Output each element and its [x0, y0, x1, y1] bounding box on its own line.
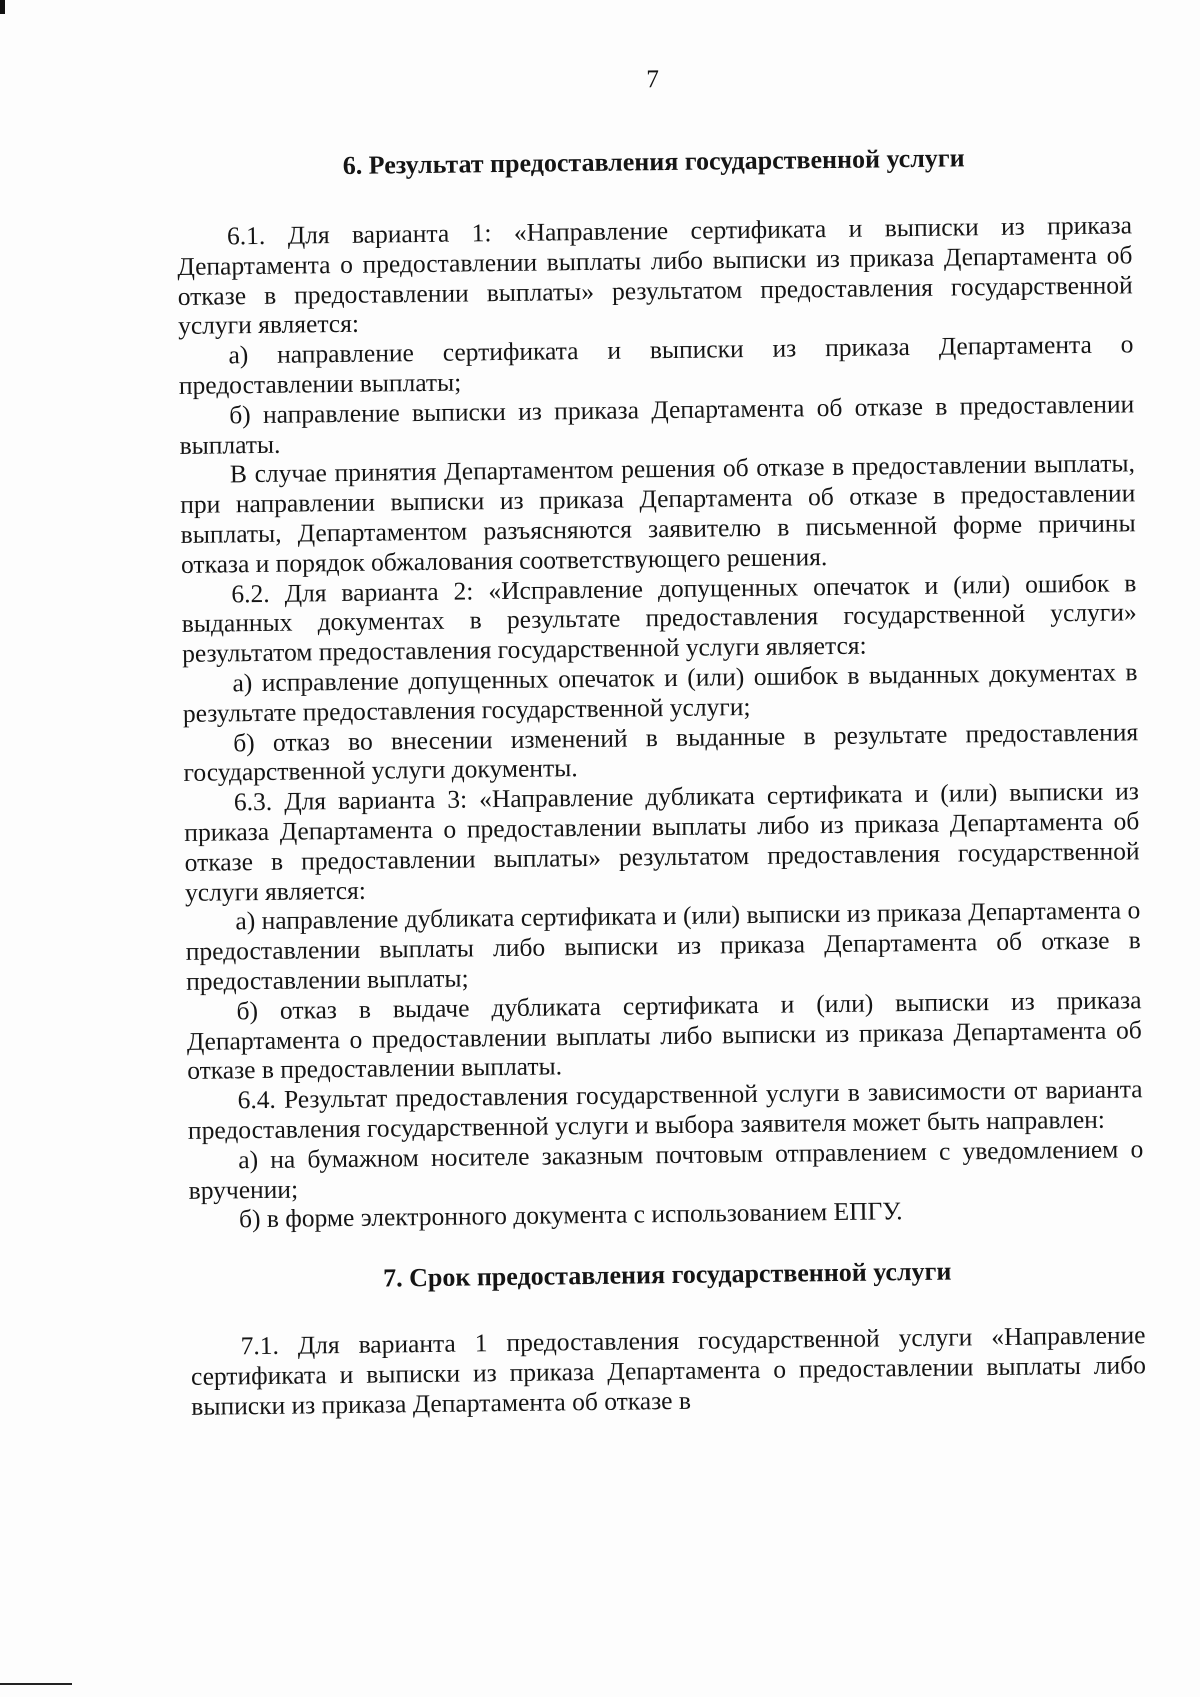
page-number: 7 [646, 64, 660, 94]
paragraph-6-3-a: а) направление дубликата сертификата и (или) выписки из приказа Департамента о предоставлении выплаты либо выписки из приказа Департамента об отказе в предоставлении выплаты; [185, 895, 1141, 996]
paragraph-6-3-b: б) отказ в выдаче дубликата сертификата и (или) выписки из приказа Департамента о предоставлении выплаты либо выписки из приказа Департамента об отказе в предоставлении выплаты. [186, 984, 1142, 1086]
scan-edge-line [0, 1683, 72, 1685]
section-7-heading: 7. Срок предоставления государственной услуги [382, 1256, 952, 1293]
paragraph-6-2-a: а) исправление допущенных опечаток и (или) ошибок в выданных документах в результате предоставления государственной услуги; [182, 657, 1138, 728]
scan-edge-mark [0, 0, 5, 14]
paragraph-6-3: 6.3. Для варианта 3: «Направление дубликата сертификата и (или) выписки из приказа Департамента о предоставлении выплаты либо из приказа Департамента об отказе в предоставлении выплаты» результатом предоставления государственной услуги является: [184, 776, 1140, 907]
paragraph-6-1-refusal: В случае принятия Департаментом решения об отказе в предоставлении выплаты, при направлении выписки из приказа Департамента об отказе в предоставлении выплаты, Департаментом разъясняются заявителю в письменной форме причины отказа и порядок обжалования соответствующего решения. [180, 448, 1136, 579]
paragraph-6-1: 6.1. Для варианта 1: «Направление сертификата и выписки из приказа Департамента о предоставлении выплаты либо выписки из приказа Департамента об отказе в предоставлении выплаты» результатом предоставления государственной услуги является: [177, 210, 1133, 341]
paragraph-6-4: 6.4. Результат предоставления государственной услуги в зависимости от варианта предоставления государственной услуги и выбора заявителя может быть направлен: [187, 1074, 1143, 1145]
paragraph-6-4-a: а) на бумажном носителе заказным почтовым отправлением с уведомлением о вручении; [188, 1133, 1144, 1205]
paragraph-6-4-b: б) в форме электронного документа с использованием ЕПГУ. [238, 1196, 903, 1234]
paragraph-6-2: 6.2. Для варианта 2: «Исправление допущенных опечаток и (или) ошибок в выданных документах в результате предоставления государственной услуги» результатом предоставления государственной услуги является: [181, 567, 1137, 669]
paragraph-6-2-b: б) отказ во внесении изменений в выданные в результате предоставления государственной услуги документы. [183, 716, 1139, 788]
section-6-heading: 6. Результат предоставления государственной услуги [342, 143, 965, 180]
paragraph-6-1-a: а) направление сертификата и выписки из приказа Департамента о предоставлении выплаты; [178, 329, 1134, 400]
paragraph-7-1: 7.1. Для варианта 1 предоставления государственной услуги «Направление сертификата и выписки из приказа Департамента о предоставлении выплаты либо выписки из приказа Департамента об отказе в [190, 1320, 1147, 1421]
paragraph-6-1-b: б) направление выписки из приказа Департамента об отказе в предоставлении выплаты. [179, 389, 1135, 460]
page-content [175, 58, 1146, 1421]
